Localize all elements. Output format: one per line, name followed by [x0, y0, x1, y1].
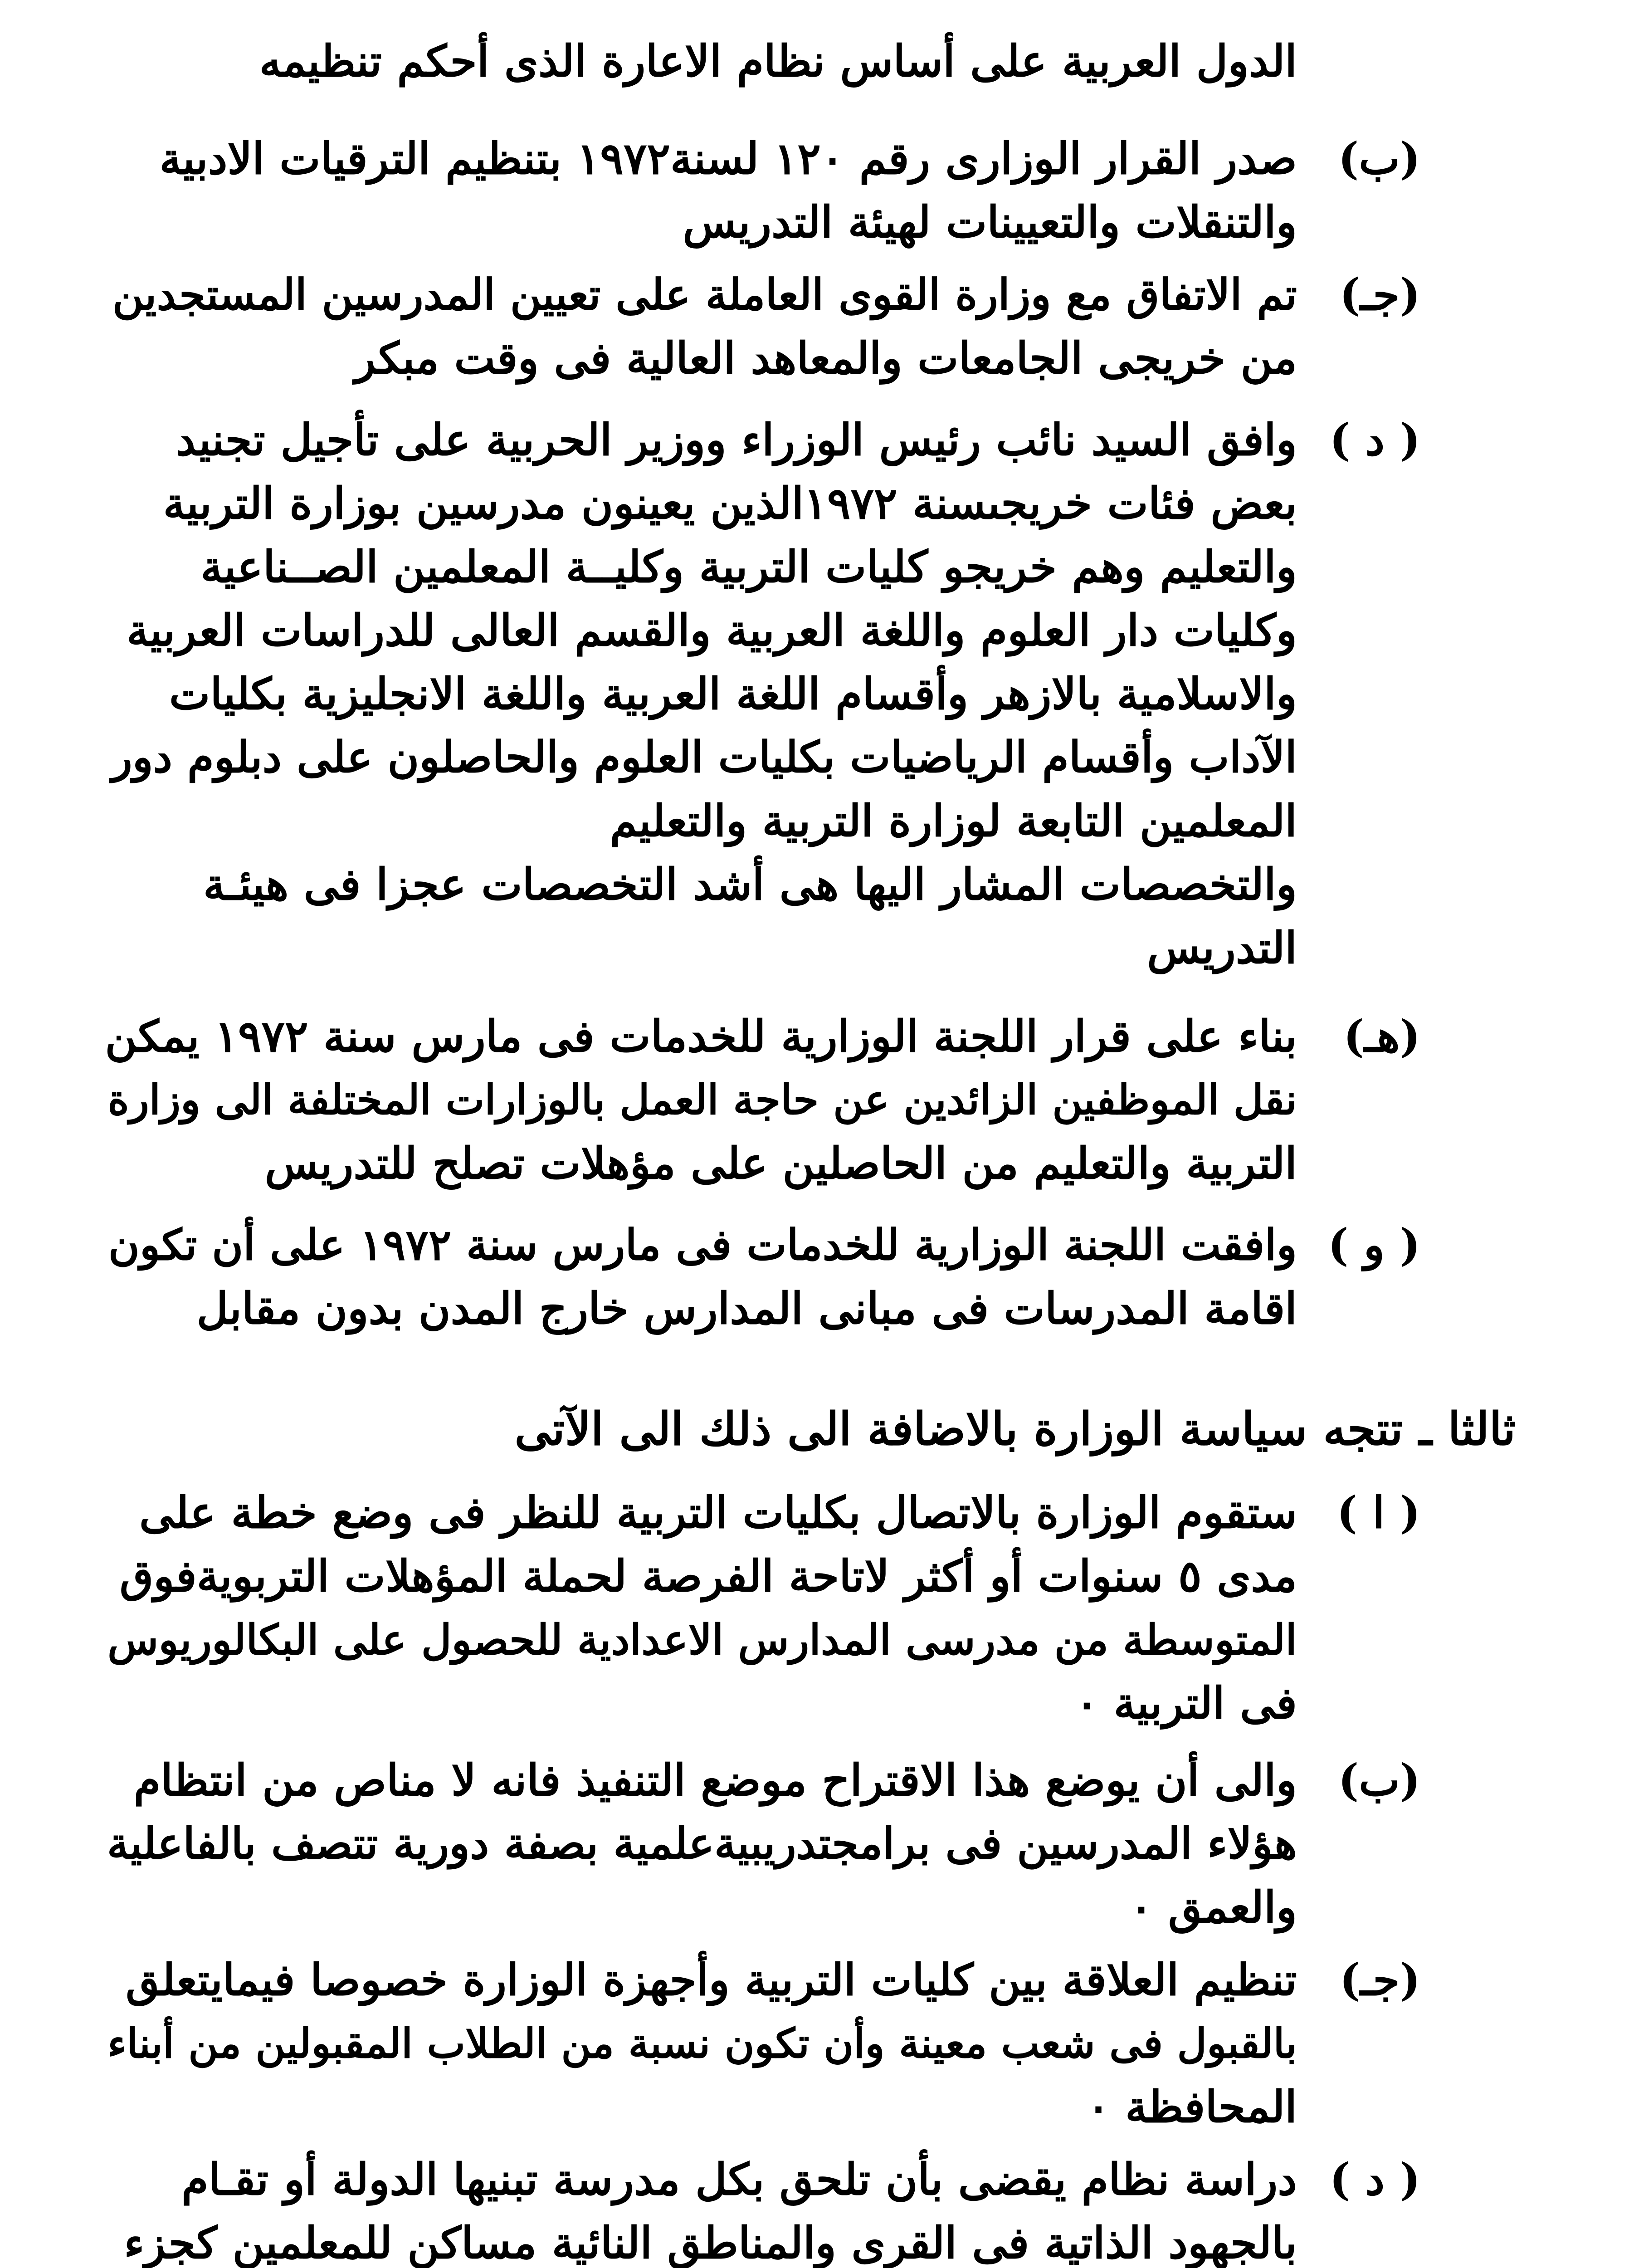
list-item	[104, 2150, 1297, 2268]
text-line: المتوسطة من مدرسى المدارس الاعدادية للحصول على البكالوريوس	[107, 1615, 1297, 1664]
list-item	[104, 1483, 1297, 1733]
item-marker: (ب)	[1338, 133, 1420, 184]
list-item	[104, 1751, 1297, 1937]
item-marker: ( ا )	[1336, 1487, 1420, 1538]
text-line: بعض فئات خريجىسنة ١٩٧٢الذين يعينون مدرسين بوزارة التربية	[163, 478, 1297, 529]
item-marker: (جـ)	[1339, 1954, 1420, 2005]
text-line: دراسة نظام يقضى بأن تلحق بكل مدرسة تبنيها الدولة أو تقـام	[181, 2154, 1297, 2205]
list-item	[104, 1216, 1297, 1338]
item-marker: (جـ)	[1339, 269, 1420, 320]
text-line: والعمق ٠	[1129, 1882, 1297, 1933]
text-line: والاسلامية بالازهر وأقسام اللغة العربية واللغة الانجليزية بكليات	[169, 668, 1297, 719]
text-line: بناء على قرار اللجنة الوزارية للخدمات فى مارس سنة ١٩٧٢ يمكن	[105, 1011, 1297, 1062]
section-heading: ثالثا ـ تتجه سياسة الوزارة بالاضافة الى ذلك الى الآتى	[514, 1402, 1516, 1456]
list-item	[104, 411, 1297, 982]
text-line: صدر القرار الوزارى رقم ١٢٠ لسنة١٩٧٢ بتنظيم الترقيات الادبية	[159, 133, 1297, 184]
text-line: تم الاتفاق مع وزارة القوى العاملة على تعيين المدرسين المستجدين	[112, 270, 1297, 320]
text-line: ستقوم الوزارة بالاتصال بكليات التربية للنظر فى وضع خطة على	[139, 1487, 1297, 1538]
text-line: بالقبول فى شعب معينة وأن تكون نسبة من الطلاب المقبولين من أبناء	[107, 2019, 1297, 2068]
text-line: وافقت اللجنة الوزارية للخدمات فى مارس سنة ١٩٧٢ على أن تكون	[108, 1220, 1297, 1270]
list-item	[104, 1950, 1297, 2136]
text-line: نقل الموظفين الزائدين عن حاجة العمل بالوزارات المختلفة الى وزارة	[107, 1076, 1297, 1124]
text-line: التدريس	[1147, 922, 1297, 973]
item-marker: (ب)	[1338, 1755, 1420, 1806]
item-marker: (هـ)	[1343, 1011, 1420, 1062]
text-line: الدول العربية على أساس نظام الاعارة الذى أحكم تنظيمه	[259, 35, 1297, 87]
list-item	[104, 1007, 1297, 1193]
item-marker: ( د )	[1329, 2154, 1420, 2205]
text-line: هؤلاء المدرسين فى برامجتدريبيةعلمية بصفة دورية تتصف بالفاعلية	[107, 1818, 1297, 1869]
text-line: التربية والتعليم من الحاصلين على مؤهلات تصلح للتدريس	[264, 1138, 1297, 1189]
text-line: والتنقلات والتعيينات لهيئة التدريس	[683, 196, 1297, 248]
item-marker: ( د )	[1329, 414, 1420, 465]
text-line: والتخصصات المشار اليها هى أشد التخصصات عجزا فى هيئـة	[203, 859, 1297, 910]
text-line: المعلمين التابعة لوزارة التربية والتعليم	[610, 795, 1297, 846]
text-line: تنظيم العلاقة بين كليات التربية وأجهزة الوزارة خصوصا فيمايتعلق	[126, 1954, 1297, 2005]
text-line: بالجهود الذاتية فى القرى والمناطق النائية مساكن للمعلمين كجزء	[124, 2217, 1297, 2268]
text-line: وافق السيد نائب رئيس الوزراء ووزير الحربية على تأجيل تجنيد	[176, 414, 1297, 465]
text-line: الآداب وأقسام الرياضيات بكليات العلوم والحاصلون على دبلوم دور	[111, 732, 1297, 782]
intro-paragraph	[113, 32, 1297, 95]
item-marker: ( و )	[1327, 1219, 1420, 1271]
list-item	[104, 265, 1297, 388]
text-line: من خريجى الجامعات والمعاهد العالية فى وقت مبكر	[354, 332, 1297, 384]
text-line: مدى ٥ سنوات أو أكثر لاتاحة الفرصة لحملة المؤهلات التربويةفوق	[119, 1550, 1297, 1602]
text-line: وكليات دار العلوم واللغة العربية والقسم العالى للدراسات العربية	[127, 605, 1297, 656]
text-line: والتعليم وهم خريجو كليات التربية وكليــة المعلمين الصــناعية	[200, 541, 1297, 592]
text-line: فى التربية ٠	[1075, 1677, 1297, 1729]
text-line: والى أن يوضع هذا الاقتراح موضع التنفيذ فانه لا مناص من انتظام	[133, 1755, 1297, 1806]
text-line: اقامة المدرسات فى مبانى المدارس خارج المدن بدون مقابل	[196, 1283, 1297, 1334]
text-line: المحافظة ٠	[1087, 2081, 1297, 2132]
list-item	[104, 129, 1297, 252]
